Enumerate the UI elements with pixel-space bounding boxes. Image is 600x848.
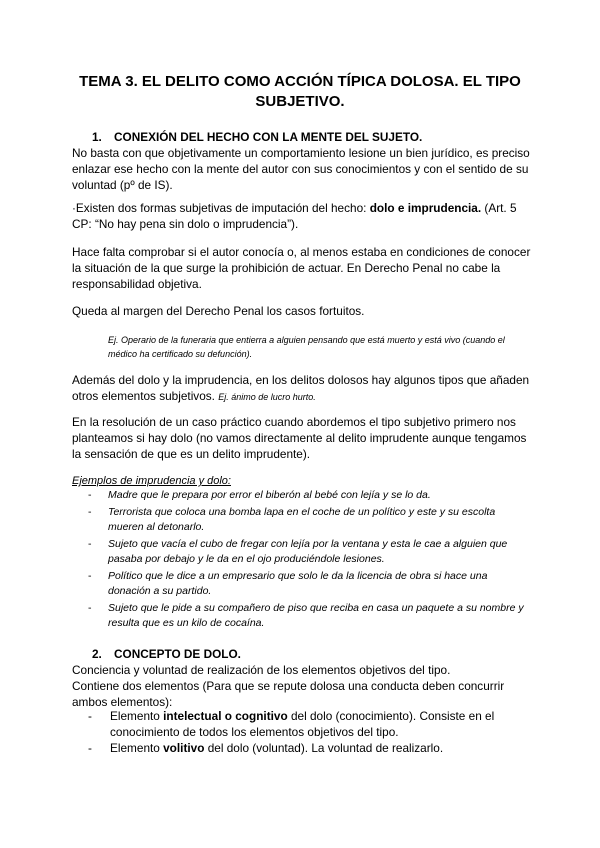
section-2-heading xyxy=(92,646,241,662)
list-item xyxy=(88,505,528,535)
dash-marker: - xyxy=(88,506,92,518)
dash-marker: - xyxy=(88,602,92,614)
section-1-paragraph-1: No basta con que objetivamente un comportamiento lesione un bien jurídico, es preciso enlazar ese hecho con la mente del autor con sus conocimientos y con el sentido de su voluntad (pº de IS). xyxy=(72,146,530,192)
section-1-paragraph-4: Queda al margen del Derecho Penal los casos fortuitos. xyxy=(72,304,365,318)
section-2-number: 2. xyxy=(92,647,102,661)
item-before: Elemento xyxy=(110,741,164,755)
item-after: del dolo (voluntad). La voluntad de realizarlo. xyxy=(204,741,444,755)
item-after: del dolo (conocimiento). Consiste en el conocimiento de todos los elementos objetivos del tipo. xyxy=(110,709,495,739)
section-1-paragraph-2 xyxy=(72,200,534,232)
list-item-text: Sujeto que le pide a su compañero de piso que reciba en casa un paquete a su nombre y resulta que es un kilo de cocaína. xyxy=(108,602,524,629)
document-title: TEMA 3. EL DELITO COMO ACCIÓN TÍPICA DOLOSA. EL TIPO SUBJETIVO. xyxy=(79,73,521,110)
list-item xyxy=(88,537,528,567)
list-item xyxy=(88,569,528,599)
dash-marker: - xyxy=(88,538,92,550)
list-item xyxy=(88,708,534,740)
section-2-paragraph-1: Conciencia y voluntad de realización de los elementos objetivos del tipo. xyxy=(72,663,451,677)
section-1-number: 1. xyxy=(92,130,102,144)
list-item xyxy=(88,740,534,756)
list-item xyxy=(88,488,528,503)
dash-marker: - xyxy=(88,741,92,755)
list-item-text: Terrorista que coloca una bomba lapa en el coche de un político y este y su escolta mueren al detonarlo. xyxy=(108,506,496,533)
list-item xyxy=(88,601,528,631)
p5-example: Ej. ánimo de lucro hurto. xyxy=(218,392,316,402)
examples-title: Ejemplos de imprudencia y dolo: xyxy=(72,475,231,487)
examples-list xyxy=(88,488,528,633)
section-1-heading xyxy=(92,129,422,145)
p2-bold: dolo e imprudencia. xyxy=(369,201,482,215)
item-bold: intelectual o cognitivo xyxy=(163,709,288,723)
p2-before: ·Existen dos formas subjetivas de imputación del hecho: xyxy=(72,201,370,215)
section-2-paragraph-2: Contiene dos elementos (Para que se repute dolosa una conducta deben concurrir ambos elementos): xyxy=(72,679,505,709)
example-funeraria: Ej. Operario de la funeraria que entierra a alguien pensando que está muerto y está vivo (cuando el médico ha certificado su defunción). xyxy=(108,335,505,359)
dolo-elements-list xyxy=(88,708,534,756)
section-2-heading-text: CONCEPTO DE DOLO. xyxy=(114,647,241,661)
section-1-paragraph-3: Hace falta comprobar si el autor conocía o, al menos estaba en condiciones de conocer la situación de la que surge la prohibición de actuar. En Derecho Penal no cabe la responsabilidad objetiva. xyxy=(72,245,531,291)
list-item-text: Madre que le prepara por error el biberón al bebé con lejía y se lo da. xyxy=(108,489,431,501)
section-1-heading-text: CONEXIÓN DEL HECHO CON LA MENTE DEL SUJETO. xyxy=(114,130,423,144)
dash-marker: - xyxy=(88,570,92,582)
dash-marker: - xyxy=(88,489,92,501)
dash-marker: - xyxy=(88,709,92,723)
section-1-paragraph-6: En la resolución de un caso práctico cuando abordemos el tipo subjetivo primero nos planteamos si hay dolo (no vamos directamente al delito imprudente aunque tengamos la sensación de que es un delito imprudente). xyxy=(72,415,527,461)
section-1-paragraph-5 xyxy=(72,372,534,405)
p2-after: (Art. 5 CP: “No hay pena sin dolo o imprudencia”). xyxy=(72,201,517,231)
list-item-text: Sujeto que vacía el cubo de fregar con lejía por la ventana y esta le cae a alguien que pasaba por debajo y le da en el ojo produciéndole lesiones. xyxy=(108,538,508,565)
list-item-text: Político que le dice a un empresario que solo le da la licencia de obra si hace una donación a su partido. xyxy=(108,570,488,597)
item-before: Elemento xyxy=(110,709,164,723)
item-bold: volitivo xyxy=(163,741,205,755)
p5-text: Además del dolo y la imprudencia, en los delitos dolosos hay algunos tipos que añaden otros elementos subjetivos. xyxy=(72,373,530,403)
